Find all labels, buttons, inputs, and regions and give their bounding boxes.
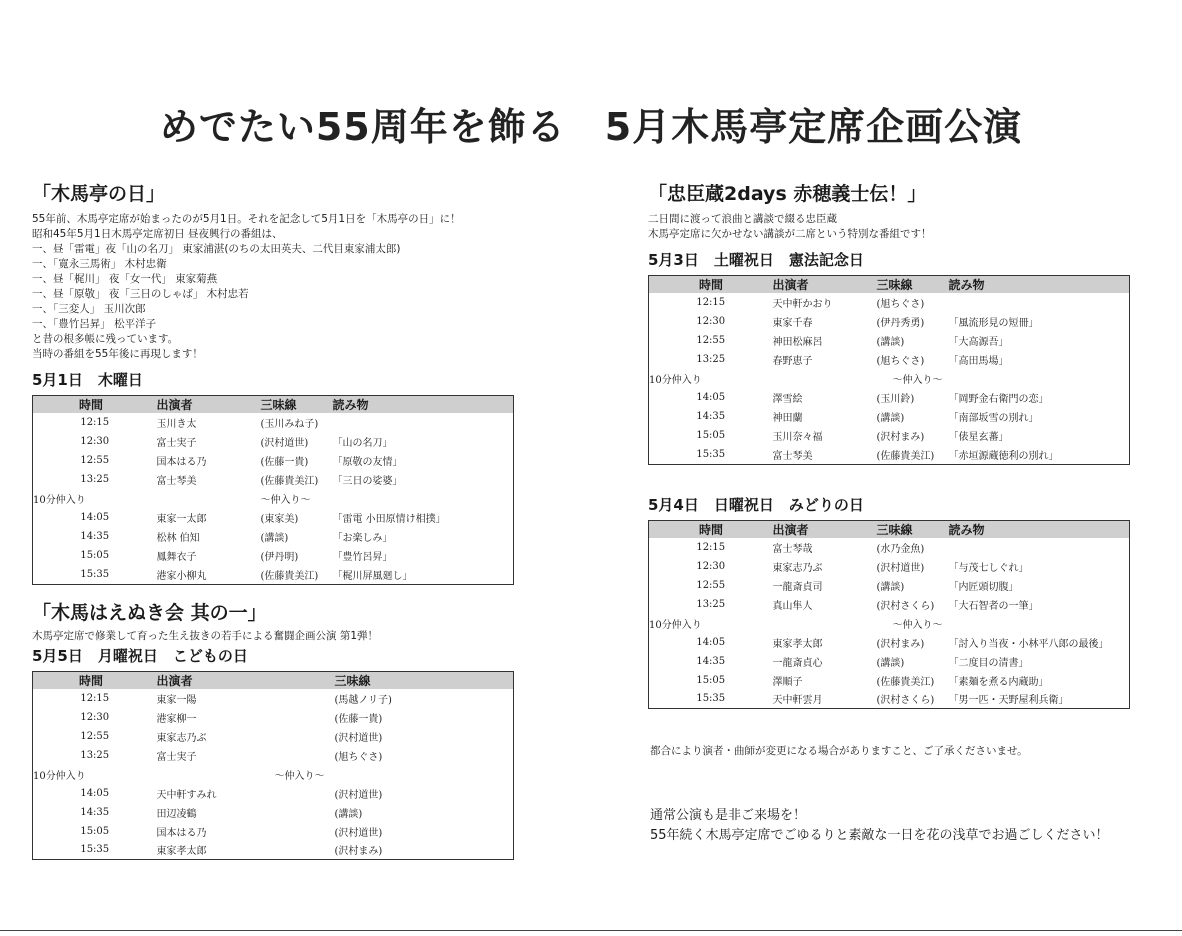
cell-break-time: 10分仲入り [33,495,86,506]
cell-reading [333,413,514,432]
header-time: 時間 [699,522,724,537]
table-row [649,690,1130,709]
intro-line: 二日間に渡って浪曲と講談で綴る忠臣蔵 [648,213,837,225]
cell-reading: 「原敬の友情」 [332,457,403,468]
cell-performer: 東家千春 [772,318,813,329]
cell-time: 14:35 [80,531,110,542]
intro-line: 一、昼「雷電」夜「山の名刀」 東家浦湛(のちの太田英夫、二代目東家浦太郎) [32,243,401,255]
cell-performer: 富士実子 [156,438,197,449]
cell-reading: 「高田馬場」 [948,356,1009,367]
cell-break-time: 10分仲入り [649,619,702,631]
cell-time: 12:55 [696,579,726,591]
cell-time: 14:35 [696,655,726,667]
cell-performer: 富士琴美 [156,476,197,487]
cell-reading: 「山の名刀」 [332,438,393,449]
cell-performer: 国本はる乃 [156,457,207,468]
cell-time: 15:05 [696,674,726,686]
cell-performer: 玉川き太 [156,419,197,430]
cell-reading: 「豊竹呂昇」 [332,552,393,563]
header-performer: 出演者 [772,278,809,292]
cell-shamisen: (講談) [876,657,905,669]
cell-time: 14:05 [80,512,110,523]
table-row [649,445,1130,464]
cell-time: 12:15 [696,297,726,308]
page-title: めでたい55周年を飾る 5月木馬亭定席企画公演 [159,105,1023,149]
cell-time: 12:15 [696,541,726,553]
cell-performer: 国本はる乃 [156,827,207,839]
schedule-table-may5 [32,671,514,861]
cell-reading [949,293,1130,312]
cell-performer: 天中軒すみれ [156,789,217,801]
cell-reading: 「南部坂雪の別れ」 [948,413,1039,424]
day-heading: 5月4日 日曜祝日 みどりの日 [648,495,864,514]
cell-performer: 東家一太郎 [156,514,207,525]
cell-shamisen: (沢村道世) [876,562,925,574]
cell-break-time: 10分仲入り [33,770,86,782]
cell-shamisen: (馬越ノリ子) [334,694,392,706]
cell-shamisen: (旭ちぐさ) [876,299,925,310]
schedule-table-may4 [648,520,1130,710]
cell-shamisen: (沢村まみ) [334,846,383,858]
cell-performer: 港家柳一 [156,713,197,725]
section-intro [32,212,514,362]
table-row [649,652,1130,671]
table-row [33,708,514,727]
cell-performer: 港家小柳丸 [156,570,207,582]
section-title-mokubatei-day: 「木馬亭の日」 [32,183,166,205]
cell-performer: 天中軒かおり [772,299,833,310]
table-row [649,576,1130,595]
header-time: 時間 [79,673,104,688]
table-row [33,822,514,841]
cell-time: 13:25 [696,354,726,365]
intermission-row [649,614,1130,633]
day-heading: 5月3日 土曜祝日 憲法記念日 [648,251,864,269]
intro-line: 一、「三変人」 玉川次郎 [32,303,146,315]
cell-reading: 「雷電 小田原情け相撲」 [332,514,446,525]
cell-reading: 「大石智者の一筆」 [948,600,1039,612]
intro-line: 55年前、木馬亭定席が始まったのが5月1日。それを記念して5月1日を「木馬亭の日」に！ [32,213,461,225]
cell-performer: 富士琴哉 [772,543,813,555]
table-row [33,470,514,489]
table-row [33,803,514,822]
cell-shamisen: (講談) [260,533,289,544]
cell-time: 15:35 [696,448,726,460]
intermission-row [649,369,1130,388]
cell-reading: 「素麺を煮る内蔵助」 [948,676,1049,688]
cell-time: 13:25 [696,598,726,610]
cell-reading [949,538,1130,557]
day-heading: 5月1日 木曜日 [32,371,143,389]
cell-time: 15:35 [696,693,726,705]
cell-shamisen: (佐藤一貴) [334,713,383,725]
cell-reading: 「討入り当夜・小林平八郎の最後」 [948,638,1109,650]
cell-performer: 鳳舞衣子 [156,552,197,563]
cell-time: 12:15 [80,417,110,428]
cell-performer: 澤順子 [772,676,803,688]
table-row [33,565,514,584]
header-performer: 出演者 [156,398,193,412]
cell-performer: 一龍斎貞司 [772,581,823,593]
cell-time: 15:35 [80,568,110,580]
cell-shamisen: (佐藤貴美江) [876,450,935,462]
cell-reading: 「与茂七しぐれ」 [948,562,1029,574]
cell-time: 12:55 [80,455,110,466]
cell-break-label: ～仲入り～ [274,770,325,782]
cell-break-label: ～仲入り～ [892,619,943,631]
table-row [33,508,514,527]
header-performer: 出演者 [156,673,193,688]
cell-time: 14:05 [696,392,726,403]
table-row [649,331,1130,350]
cell-time: 12:30 [696,316,726,327]
table-row [33,746,514,765]
cell-performer: 富士実子 [156,751,197,763]
cell-performer: 真山隼人 [772,600,813,612]
table-row [649,312,1130,331]
cell-performer: 東家志乃ぶ [156,732,207,744]
table-row [649,671,1130,690]
cell-time: 12:55 [80,730,110,742]
cell-shamisen: (水乃金魚) [876,543,925,555]
table-row [649,633,1130,652]
table-row [33,689,514,708]
cell-time: 12:55 [696,335,726,346]
cell-reading: 「お楽しみ」 [332,533,393,544]
cell-time: 15:05 [80,550,110,561]
cell-break-time: 10分仲入り [649,375,702,386]
intro-line: 一、「寛永三馬術」 木村忠衛 [32,258,167,270]
header-time: 時間 [699,278,724,292]
cell-time: 13:25 [80,474,110,485]
section-title-haenuki: 「木馬はえぬき会 其の一」 [32,601,267,624]
header-performer: 出演者 [772,522,809,537]
cell-shamisen: (沢村さくら) [876,695,935,707]
cell-shamisen: (沢村道世) [260,438,309,449]
cell-shamisen: (講談) [876,581,905,593]
table-row [649,426,1130,445]
section2-intro: 木馬亭定席で修業して育った生え抜きの若手による奮闘企画公演 第1弾！ [32,629,379,642]
table-row [33,451,514,470]
header-reading: 読み物 [948,522,985,537]
schedule-table-may3 [648,275,1130,465]
intro-line: 木馬亭定席に欠かせない講談が二席という特別な番組です！ [648,228,932,240]
cell-reading: 「二度目の清書」 [948,657,1029,669]
cell-shamisen: (玉川みね子) [260,419,319,430]
cell-performer: 松林 伯知 [156,533,200,544]
cell-time: 12:15 [80,692,110,704]
cell-shamisen: (沢村道世) [334,732,383,744]
table-header-row [33,396,514,414]
table-row [33,527,514,546]
cell-time: 12:30 [696,560,726,572]
table-row [33,784,514,803]
cell-time: 14:35 [696,411,726,422]
table-row [33,432,514,451]
section-intro [648,212,1130,242]
cell-shamisen: (沢村まみ) [876,638,925,650]
cell-shamisen: (講談) [334,808,363,820]
page-bottom-rule [0,930,1182,931]
cell-shamisen: (伊丹秀勇) [876,318,925,329]
table-row [649,407,1130,426]
header-shamisen: 三味線 [876,522,913,537]
cell-reading: 「大高源吾」 [948,337,1009,348]
cell-shamisen: (東家美) [260,514,299,525]
cell-performer: 東家一陽 [156,694,197,706]
cell-performer: 東家孝太郎 [156,846,207,858]
cell-reading: 「男一匹・天野屋利兵衛」 [948,695,1069,707]
cell-time: 13:25 [80,749,110,761]
header-shamisen: 三味線 [876,278,913,292]
intro-line: 一、昼「原敬」 夜「三日のしゃば」 木村忠若 [32,288,249,300]
cell-shamisen: (沢村道世) [334,789,383,801]
cell-performer: 神田蘭 [772,413,803,424]
table-row [649,350,1130,369]
cell-shamisen: (講談) [876,337,905,348]
cell-shamisen: (佐藤貴美江) [260,570,319,582]
intro-line: 一、「豊竹呂昇」 松平洋子 [32,318,157,330]
table-row [649,538,1130,557]
cell-reading: 「岡野金右衛門の恋」 [948,394,1049,405]
table-header-row [649,520,1130,538]
cell-shamisen: (沢村道世) [334,827,383,839]
cell-shamisen: (旭ちぐさ) [876,356,925,367]
cell-time: 15:05 [696,430,726,441]
header-time: 時間 [79,398,104,412]
cell-shamisen: (沢村まみ) [876,432,925,443]
cell-time: 15:35 [80,844,110,856]
table-row [33,546,514,565]
table-header-row [649,276,1130,294]
cell-reading: 「内匠頭切腹」 [948,581,1019,593]
closing-message [650,806,1109,846]
cell-performer: 東家孝太郎 [772,638,823,650]
table-row [649,388,1130,407]
cell-shamisen: (旭ちぐさ) [334,751,383,763]
schedule-table-may1 [32,395,514,585]
cell-performer: 田辺凌鶴 [156,808,197,820]
cell-performer: 春野恵子 [772,356,813,367]
table-row [649,595,1130,614]
right-column [648,180,1130,709]
cell-time: 14:05 [696,636,726,648]
closing-line: 55年続く木馬亭定席でごゆるりと素敵な一日を花の浅草でお過ごしください！ [650,828,1109,843]
cell-performer: 玉川奈々福 [772,432,823,443]
table-row [649,557,1130,576]
cell-performer: 東家志乃ぶ [772,562,823,574]
left-column [32,180,514,860]
cell-shamisen: (伊丹明) [260,552,299,563]
cell-performer: 天中軒雲月 [772,695,823,707]
header-reading: 読み物 [948,278,985,292]
header-shamisen: 三味線 [334,673,371,688]
cell-shamisen: (佐藤貴美江) [876,676,935,688]
cell-reading: 「三日の娑婆」 [332,476,403,487]
intro-line: と昔の根多帳に残っています。 [32,333,179,345]
cell-reading: 「梶川屏風廻し」 [332,570,413,582]
cell-performer: 神田松麻呂 [772,337,823,348]
header-shamisen: 三味線 [260,398,297,412]
cell-time: 14:05 [80,787,110,799]
intermission-row [33,489,514,508]
intermission-row [33,765,514,784]
cell-performer: 一龍斎貞心 [772,657,823,669]
table-row [33,727,514,746]
cell-reading: 「風流形見の短冊」 [948,318,1039,329]
change-notice: 都合により演者・曲師が変更になる場合がありますこと、ご了承くださいませ。 [650,745,1028,757]
table-row [649,293,1130,312]
header-reading: 読み物 [332,398,369,412]
cell-shamisen: (沢村さくら) [876,600,935,612]
cell-performer: 澤雪絵 [772,394,803,405]
cell-break-label: ～仲入り～ [260,495,311,506]
day-heading: 5月5日 月曜祝日 こどもの日 [32,646,248,665]
closing-line: 通常公演も是非ご来場を！ [650,808,807,823]
cell-reading: 「赤垣源蔵徳利の別れ」 [948,450,1059,462]
cell-time: 14:35 [80,806,110,818]
table-row [33,841,514,860]
cell-shamisen: (佐藤一貴) [260,457,309,468]
table-row [33,413,514,432]
cell-reading: 「俵星玄蕃」 [948,432,1009,443]
cell-time: 12:30 [80,436,110,447]
cell-shamisen: (佐藤貴美江) [260,476,319,487]
table-header-row [33,671,514,689]
cell-performer: 富士琴美 [772,450,813,462]
cell-time: 15:05 [80,825,110,837]
intro-line: 当時の番組を55年後に再現します！ [32,348,203,360]
intro-line: 一、昼「梶川」 夜「女一代」 東家菊燕 [32,273,218,285]
cell-time: 12:30 [80,711,110,723]
cell-shamisen: (玉川鈴) [876,394,915,405]
intro-line: 昭和45年5月1日木馬亭定席初日 昼夜興行の番組は、 [32,228,283,240]
section-title-chushingura: 「忠臣蔵2days 赤穂義士伝！」 [648,183,927,205]
cell-break-label: ～仲入り～ [892,375,943,386]
cell-shamisen: (講談) [876,413,905,424]
